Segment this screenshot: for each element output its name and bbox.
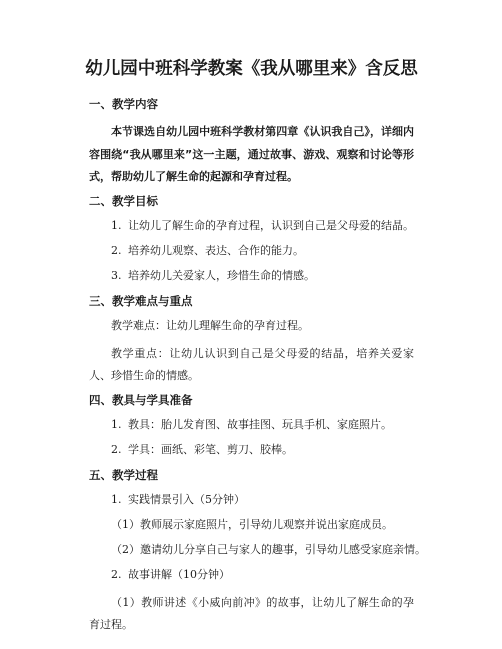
- process-step-text: 故事讲解（10分钟）: [128, 567, 230, 581]
- section-heading-difficulty-focus: 三、教学难点与重点: [89, 293, 193, 308]
- process-substep: （2）邀请幼儿分享自己与家人的趣事，引导幼儿感受家庭亲情。: [111, 542, 426, 556]
- material-item: [89, 417, 414, 433]
- focus-paragraph: 教学重点：让幼儿认识到自己是父母爱的结晶，培养关爱家人、珍惜生命的情感。: [89, 346, 414, 382]
- goal-item-number: 1.: [111, 218, 122, 232]
- material-item-text: 学具：画纸、彩笔、剪刀、胶棒。: [128, 442, 293, 456]
- material-item: [89, 442, 414, 458]
- material-item-number: 1.: [111, 417, 122, 431]
- process-step: [89, 567, 414, 583]
- content-paragraph: 本节课选自幼儿园中班科学教材第四章《认识我自己》，详细内容围绕“我从哪里来”这一主题，通过故事、游戏、观察和讨论等形式，帮助幼儿了解生命的起源和孕育过程。: [89, 125, 414, 183]
- goal-item-text: 让幼儿了解生命的孕育过程，认识到自己是父母爱的结晶。: [128, 218, 414, 232]
- section-heading-materials: 四、教具与学具准备: [89, 392, 193, 407]
- section-heading-content: 一、教学内容: [89, 97, 158, 111]
- document-title: 幼儿园中班科学教案《我从哪里来》含反思: [85, 59, 418, 79]
- goal-item-text: 培养幼儿观察、表达、合作的能力。: [128, 243, 304, 257]
- goal-item-text: 培养幼儿关爱家人，珍惜生命的情感。: [128, 268, 315, 282]
- process-step-number: 1.: [111, 492, 122, 506]
- section-heading-goals: 二、教学目标: [89, 193, 158, 208]
- goal-item: [89, 268, 414, 284]
- material-item-number: 2.: [111, 442, 122, 456]
- process-substep: （1）教师讲述《小威向前冲》的故事，让幼儿了解生命的孕育过程。: [89, 595, 414, 631]
- goal-item: [89, 243, 414, 259]
- goal-item-number: 2.: [111, 243, 122, 257]
- process-step: [89, 492, 414, 508]
- goal-item-number: 3.: [111, 268, 122, 282]
- process-substep: （1）教师展示家庭照片，引导幼儿观察并说出家庭成员。: [111, 517, 393, 531]
- goal-item: [89, 218, 414, 234]
- process-step-number: 2.: [111, 567, 122, 581]
- difficulty-text: 教学难点：让幼儿理解生命的孕育过程。: [111, 318, 309, 332]
- material-item-text: 教具：胎儿发育图、故事挂图、玩具手机、家庭照片。: [128, 417, 392, 431]
- process-step-text: 实践情景引入（5分钟）: [128, 492, 245, 506]
- section-heading-process: 五、教学过程: [89, 467, 158, 482]
